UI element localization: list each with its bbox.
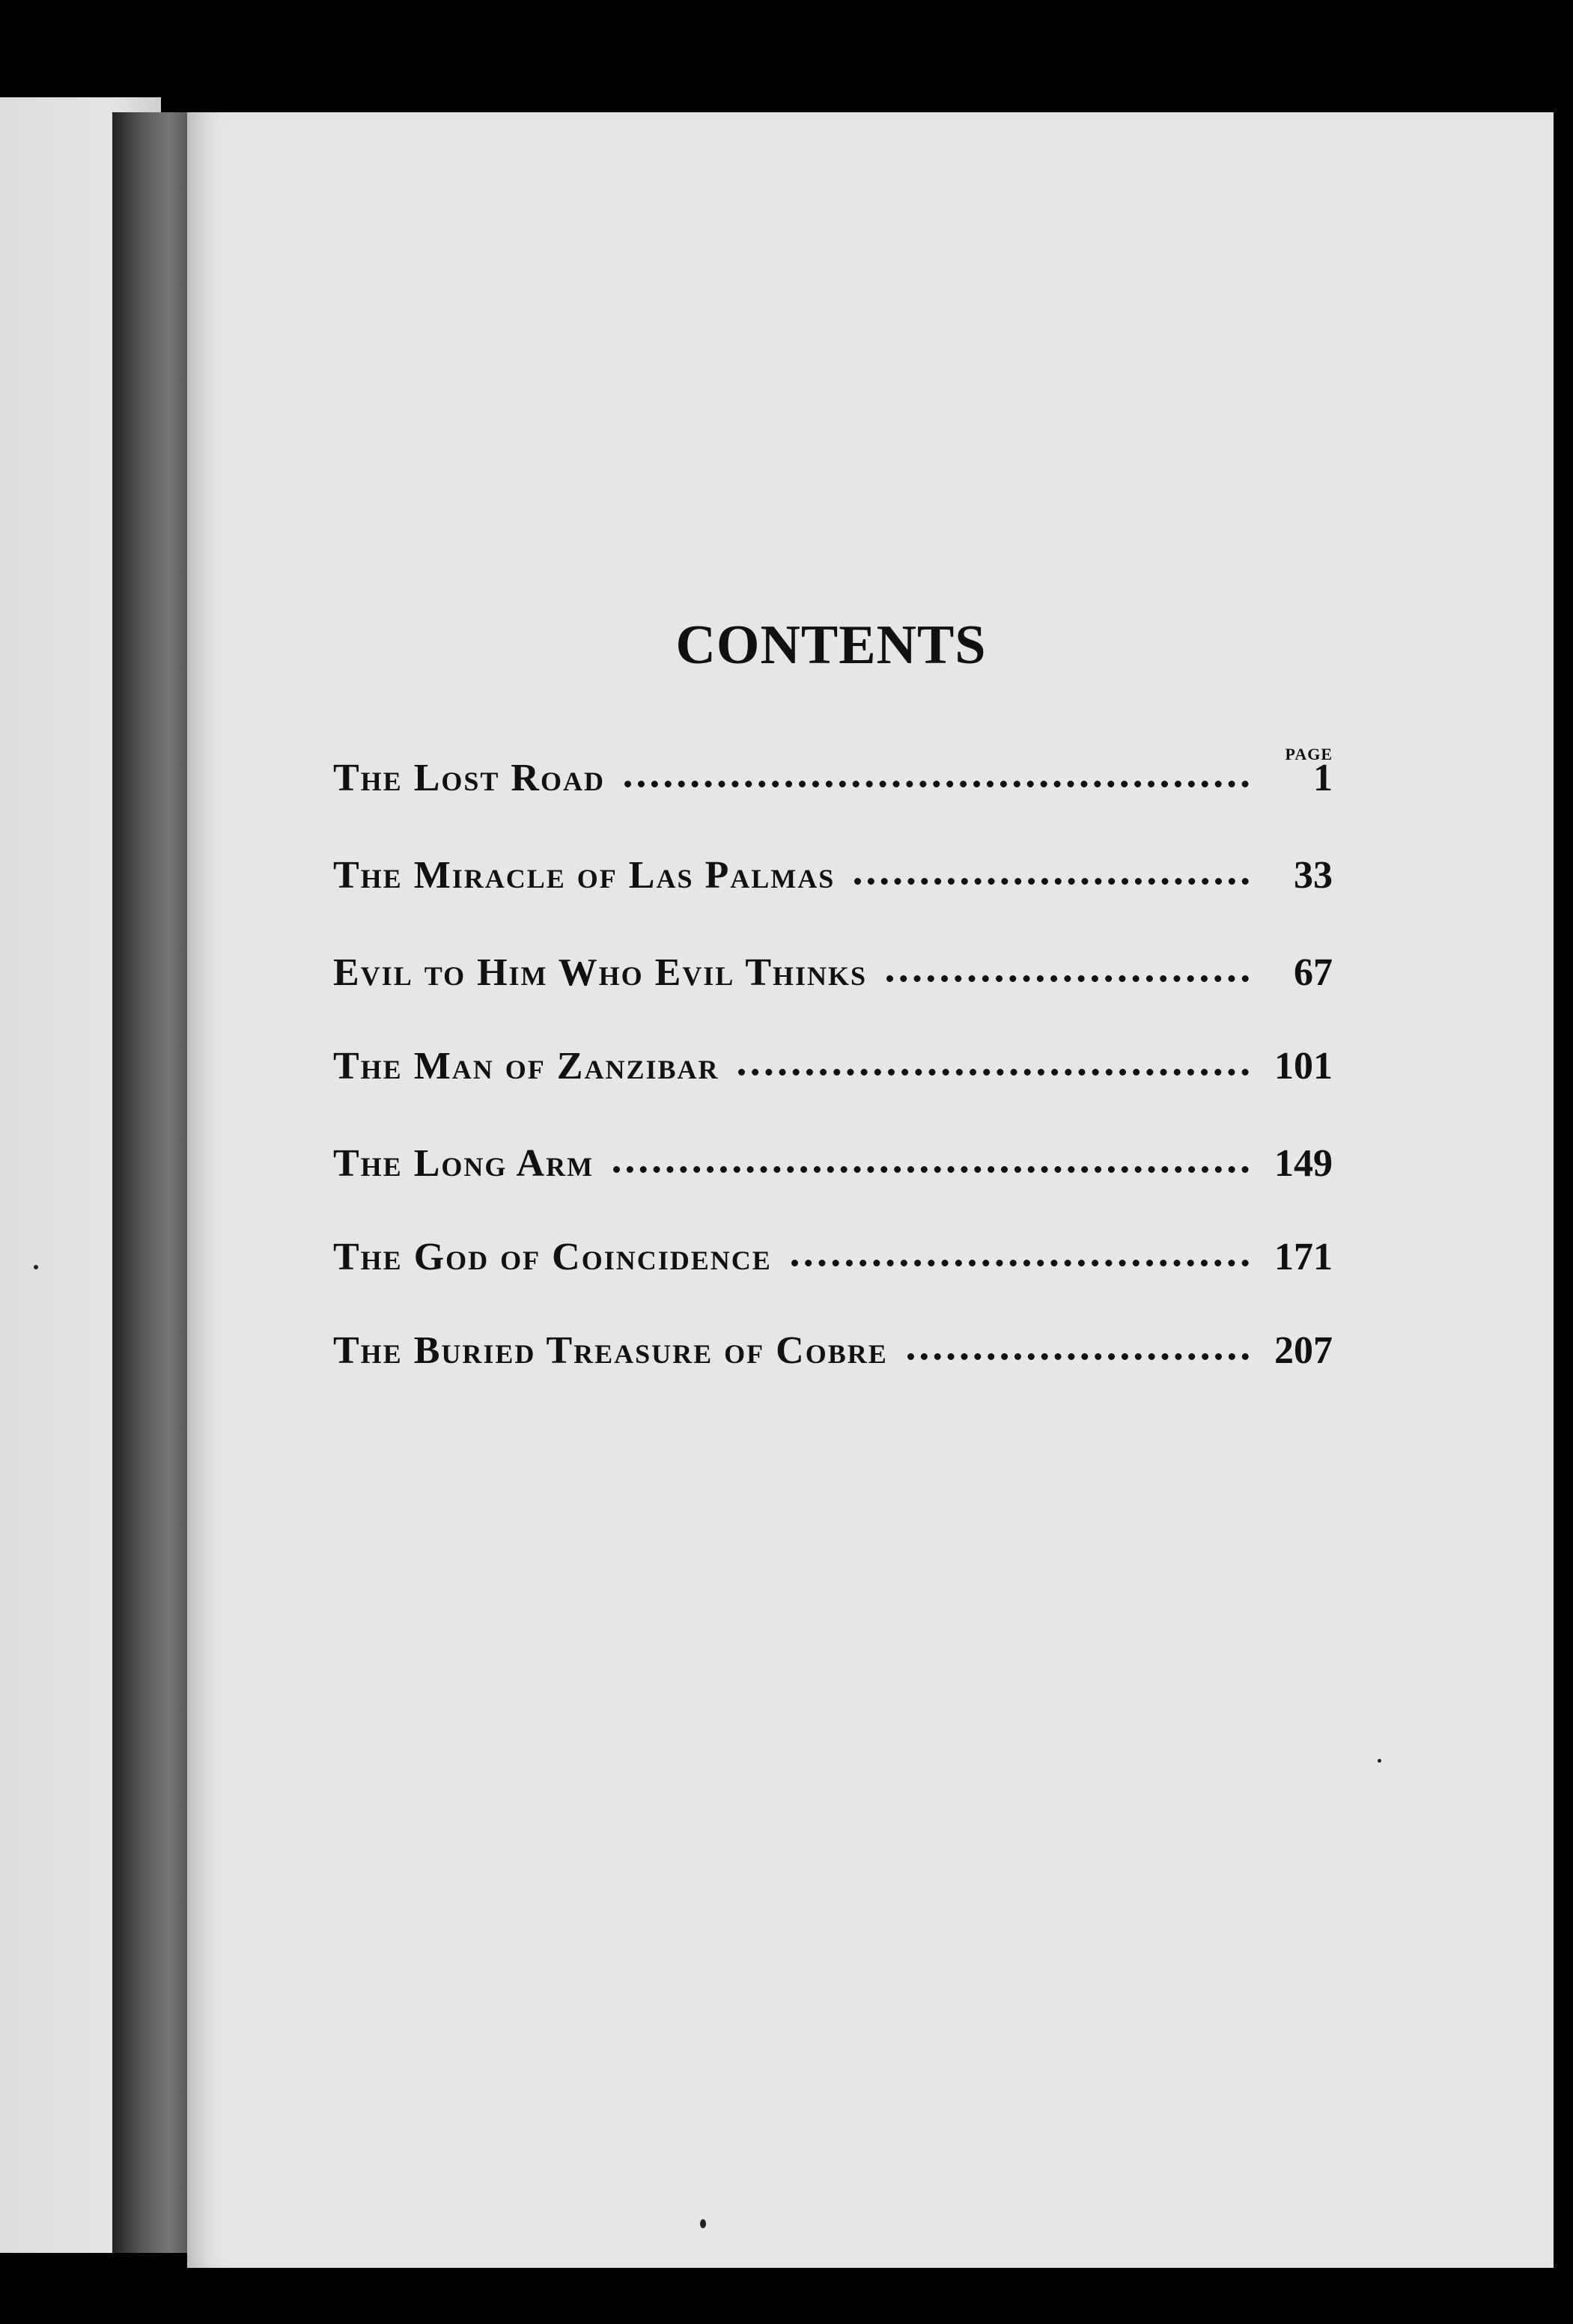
toc-entry (333, 951, 1333, 1010)
toc-entry-page: 101 (1274, 1045, 1333, 1088)
dot-leader (886, 975, 1249, 982)
toc-entry-page: 149 (1274, 1142, 1333, 1185)
dot-leader (907, 1353, 1249, 1360)
page-column-label: PAGE (1285, 745, 1333, 763)
dot-leader (624, 781, 1249, 787)
toc-entry-page: 171 (1274, 1236, 1333, 1278)
ink-speck (1378, 1759, 1381, 1763)
toc-entry-page: 1 (1313, 757, 1333, 799)
toc-entry-title: Evil to Him Who Evil Thinks (333, 951, 868, 994)
dot-leader (613, 1166, 1249, 1173)
dot-leader (738, 1069, 1249, 1076)
ink-speck (34, 1265, 38, 1269)
toc-entry (333, 1044, 1333, 1104)
toc-entry (333, 853, 1333, 913)
dot-leader (791, 1260, 1249, 1266)
toc-entry (333, 756, 1333, 816)
toc-entry (333, 1141, 1333, 1201)
toc-entry-title: The Lost Road (333, 757, 605, 799)
toc-entry-title: The Miracle of Las Palmas (333, 854, 836, 897)
toc-entry-title: The Buried Treasure of Cobre (333, 1329, 888, 1372)
toc-entry-page: 33 (1294, 854, 1333, 897)
toc-entry-title: The Man of Zanzibar (333, 1045, 719, 1088)
ink-speck (700, 2219, 706, 2228)
toc-entry-title: The Long Arm (333, 1142, 594, 1185)
toc-entry (333, 1329, 1333, 1388)
dot-leader (854, 878, 1249, 885)
contents-heading: CONTENTS (675, 614, 987, 676)
toc-entry (333, 1235, 1333, 1295)
toc-entry-page: 207 (1274, 1329, 1333, 1372)
toc-entry-page: 67 (1294, 951, 1333, 994)
toc-entry-title: The God of Coincidence (333, 1236, 772, 1278)
